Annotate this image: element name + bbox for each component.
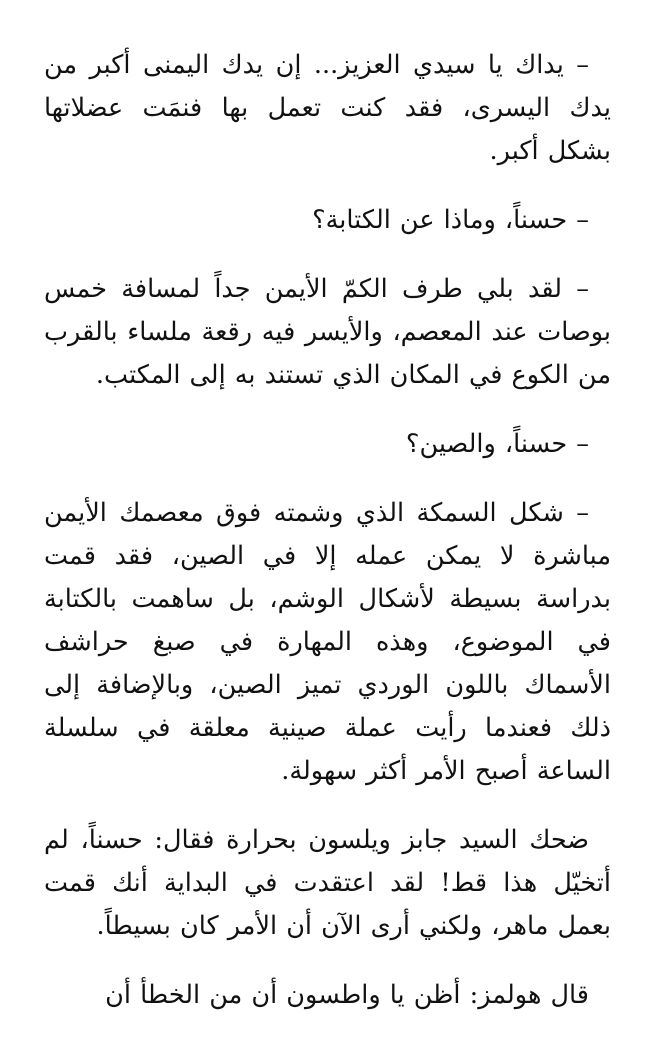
dialogue-paragraph-tattoo: – شكل السمكة الذي وشمته فوق معصمك الأيمن مباشرة لا يمكن عمله إلا في الصين، فقد قمت بدراسة بسيطة لأشكال الوشم، بل ساهمت بالكتابة في الموضوع، وهذه المهارة في صبغ حراشف الأسماك باللون الوردي تميز الصين، وبالإضافة إلى ذلك فعندما رأيت عملة صينية معلقة في سلسلة الساعة أصبح الأمر أكثر سهولة. bbox=[44, 498, 611, 786]
dialogue-paragraph-writing-question: – حسناً، وماذا عن الكتابة؟ bbox=[312, 205, 589, 235]
book-page bbox=[44, 44, 611, 1043]
dialogue-paragraph-china-question: – حسناً، والصين؟ bbox=[405, 429, 589, 459]
dialogue-paragraph-sleeve: – لقد بلي طرف الكمّ الأيمن جداً لمسافة خمس بوصات عند المعصم، والأيسر فيه رقعة ملساء بالقرب من الكوع في المكان الذي تستند به إلى المكتب. bbox=[44, 274, 611, 390]
narration-paragraph-holmes: قال هولمز: أظن يا واطسون أن من الخطأ أن bbox=[105, 980, 589, 1010]
dialogue-paragraph-hands: – يداك يا سيدي العزيز... إن يدك اليمنى أكبر من يدك اليسرى، فقد كنت تعمل بها فنمَت عضلاتها بشكل أكبر. bbox=[44, 50, 611, 166]
narration-paragraph-wilson-laugh: ضحك السيد جابز ويلسون بحرارة فقال: حسناً، لم أتخيّل هذا قط! لقد اعتقدت في البداية أنك قمت بعمل ماهر، ولكني أرى الآن أن الأمر كان بسيطاً. bbox=[44, 825, 611, 941]
